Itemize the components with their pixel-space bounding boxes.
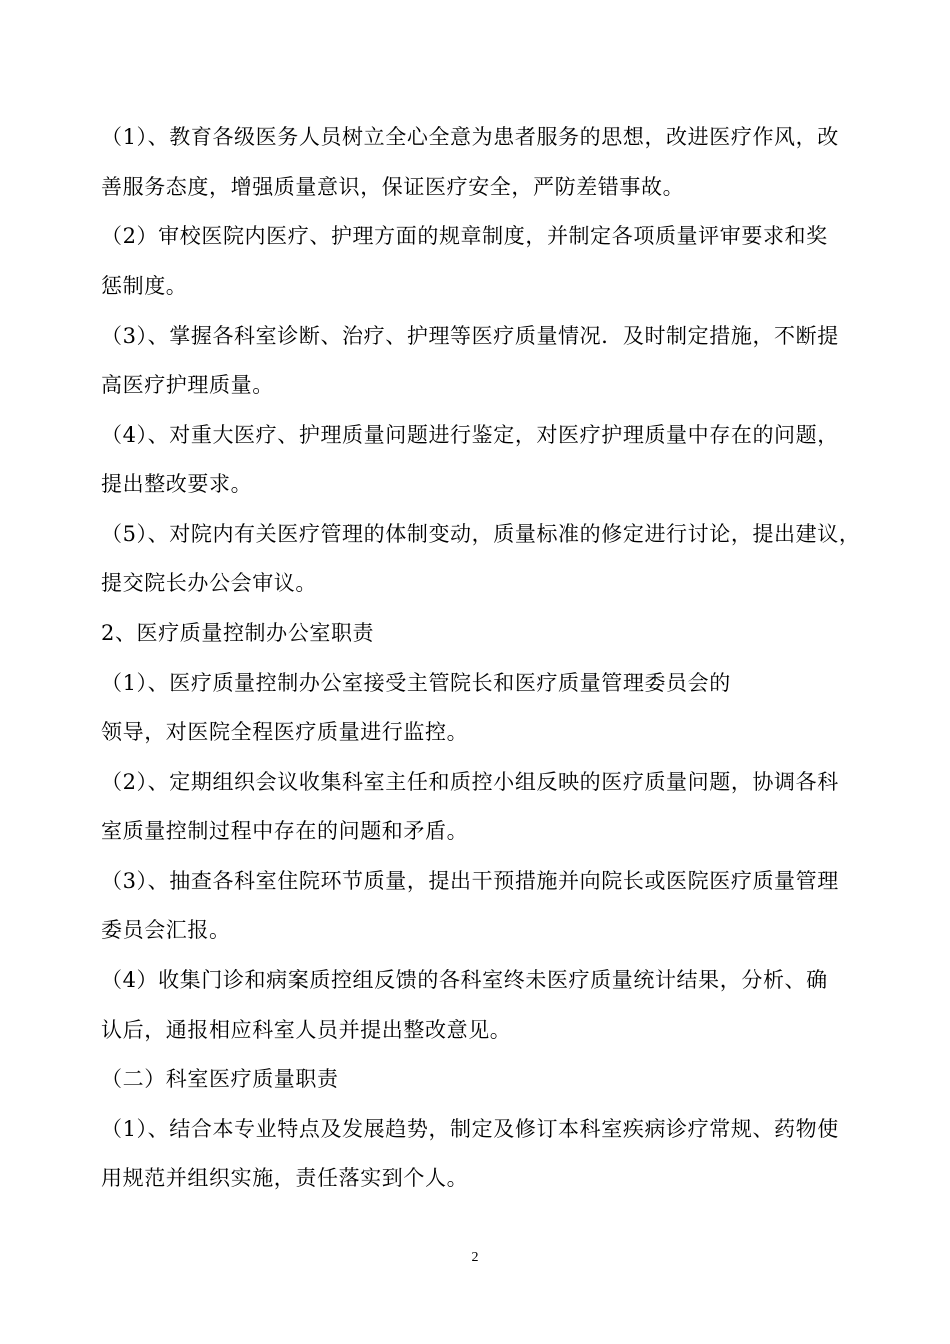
text-line: 提出整改要求。 [101,472,253,496]
text-line: （4）、对重大医疗、护理质量问题进行鉴定，对医疗护理质量中存在的问题， [101,423,839,447]
text-line: （3）、抽查各科室住院环节质量，提出干预措施并向院长或医院医疗质量管理 [101,869,839,893]
text-line: （1）、结合本专业特点及发展趋势，制定及修订本科室疾病诊疗常规、药物使 [101,1117,839,1141]
text-line: （4）收集门诊和病案质控组反馈的各科室终未医疗质量统计结果，分析、确 [101,968,828,992]
text-line: 提交院长办公会审议。 [101,571,317,595]
section-heading: （二）科室医疗质量职责 [101,1067,339,1091]
text-line: 领导，对医院全程医疗质量进行监控。 [101,720,469,744]
text-line: 惩制度。 [101,274,188,298]
text-line: 善服务态度，增强质量意识，保证医疗安全，严防差错事故。 [101,175,685,199]
text-line: （2）、定期组织会议收集科室主任和质控小组反映的医疗质量问题，协调各科 [101,770,839,794]
text-line: 高医疗护理质量。 [101,373,274,397]
text-line: 认后，通报相应科室人员并提出整改意见。 [101,1018,512,1042]
text-line: 室质量控制过程中存在的问题和矛盾。 [101,819,469,843]
section-heading: 2、医疗质量控制办公室职责 [101,621,375,645]
text-line: （5）、对院内有关医疗管理的体制变动，质量标准的修定进行讨论，提出建议， [101,522,861,546]
text-line: （1）、医疗质量控制办公室接受主管院长和医疗质量管理委员会的 [101,671,731,695]
text-line: 用规范并组织实施，责任落实到个人。 [101,1166,469,1190]
text-line: （1）、教育各级医务人员树立全心全意为患者服务的思想，改进医疗作风，改 [101,125,839,149]
page-number: 2 [471,1250,479,1265]
text-line: （3）、掌握各科室诊断、治疗、护理等医疗质量情况．及时制定措施，不断提 [101,324,839,348]
text-line: 委员会汇报。 [101,918,231,942]
text-line: （2）审校医院内医疗、护理方面的规章制度，并制定各项质量评审要求和奖 [101,224,828,248]
